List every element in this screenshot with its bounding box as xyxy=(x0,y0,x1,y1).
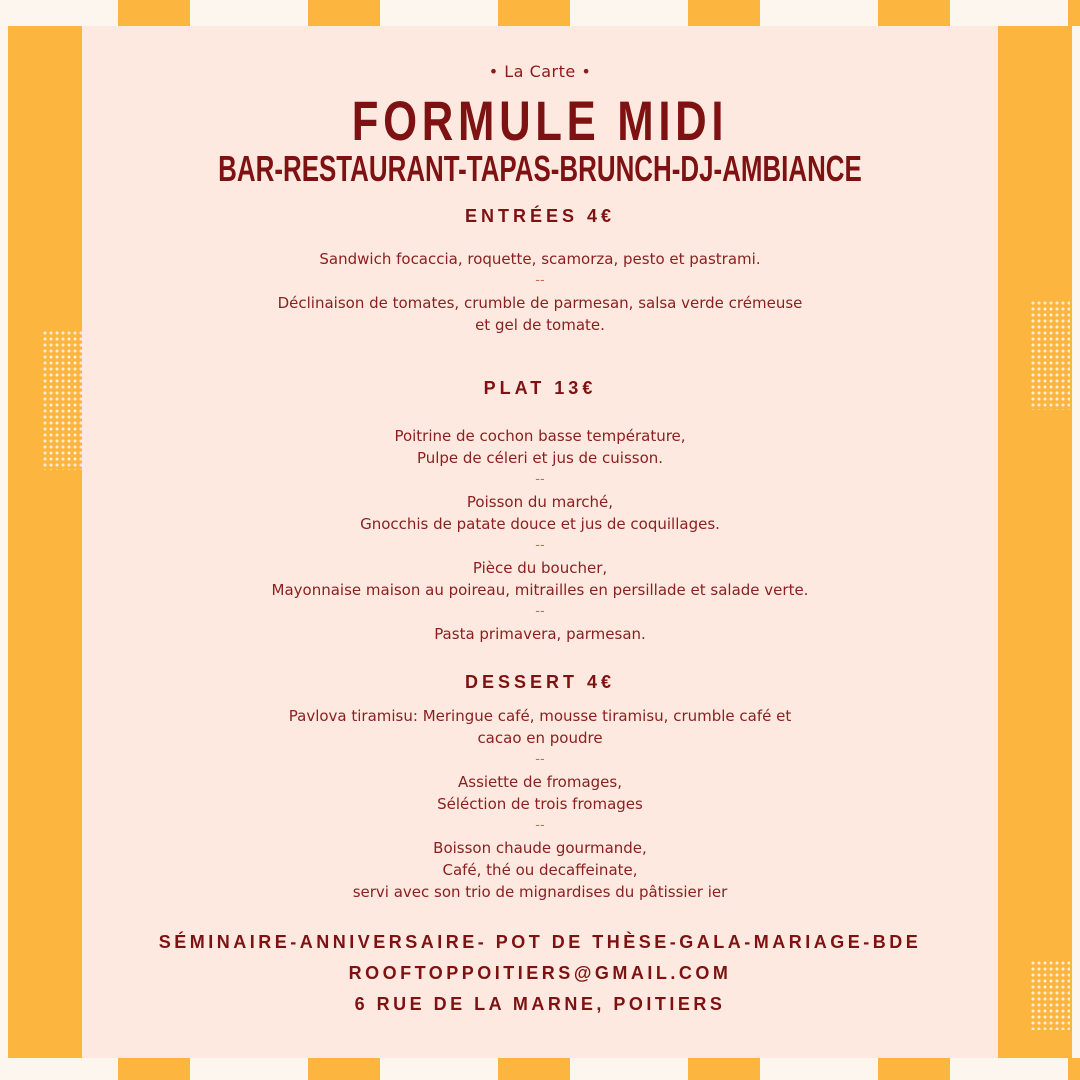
right-texture-lower xyxy=(1030,960,1070,1030)
entrees-line: et gel de tomate. xyxy=(475,316,605,334)
dessert-line: Café, thé ou decaffeinate, xyxy=(442,861,638,879)
separator: -- xyxy=(535,472,545,487)
section-title-plat: PLAT 13€ xyxy=(483,378,597,398)
section-title-entrees: ENTRÉES 4€ xyxy=(464,206,616,226)
plat-line: Poisson du marché, xyxy=(466,493,614,511)
plat-line: Poitrine de cochon basse température, xyxy=(394,427,686,445)
plat-line: Pasta primavera, parmesan. xyxy=(434,625,646,643)
separator: -- xyxy=(535,538,545,553)
plat-line: Gnocchis de patate douce et jus de coquillages. xyxy=(360,515,720,533)
eyebrow-label: • La Carte • xyxy=(488,62,592,81)
right-stripe-frame xyxy=(998,0,1080,1080)
bottom-stripe-frame xyxy=(0,1058,1080,1080)
plat-line: Mayonnaise maison au poireau, mitrailles en persillade et salade verte. xyxy=(271,581,809,599)
right-texture xyxy=(1030,300,1070,410)
dessert-line: Boisson chaude gourmande, xyxy=(433,839,647,857)
top-stripe-frame xyxy=(0,0,1080,26)
entrees-line: Déclinaison de tomates, crumble de parmesan, salsa verde crémeuse xyxy=(277,294,803,312)
plat-line: Pièce du boucher, xyxy=(472,559,608,577)
section-title-dessert: DESSERT 4€ xyxy=(464,672,616,692)
dessert-line: servi avec son trio de mignardises du pâtissier ier xyxy=(352,883,728,901)
dessert-line: Pavlova tiramisu: Meringue café, mousse tiramisu, crumble café et xyxy=(288,707,792,725)
left-texture xyxy=(42,330,82,470)
email-line: ROOFTOPPOITIERS@GMAIL.COM xyxy=(348,963,732,983)
dessert-line: cacao en poudre xyxy=(477,729,603,747)
separator: -- xyxy=(535,273,545,288)
address-line: 6 RUE DE LA MARNE, POITIERS xyxy=(354,994,726,1014)
page-title: FORMULE MIDI xyxy=(351,89,729,152)
dessert-line: Assiette de fromages, xyxy=(458,773,622,791)
page-subtitle: BAR-RESTAURANT-TAPAS-BRUNCH-DJ-AMBIANCE xyxy=(218,148,862,189)
left-stripe-frame xyxy=(0,0,82,1080)
events-line: SÉMINAIRE-ANNIVERSAIRE- POT DE THÈSE-GALA-MARIAGE-BDE xyxy=(158,932,922,952)
separator: -- xyxy=(535,752,545,767)
menu-content xyxy=(82,26,998,1058)
entrees-line: Sandwich focaccia, roquette, scamorza, pesto et pastrami. xyxy=(319,250,761,268)
separator: -- xyxy=(535,818,545,833)
plat-line: Pulpe de céleri et jus de cuisson. xyxy=(416,449,664,467)
dessert-line: Séléction de trois fromages xyxy=(437,795,643,813)
separator: -- xyxy=(535,604,545,619)
